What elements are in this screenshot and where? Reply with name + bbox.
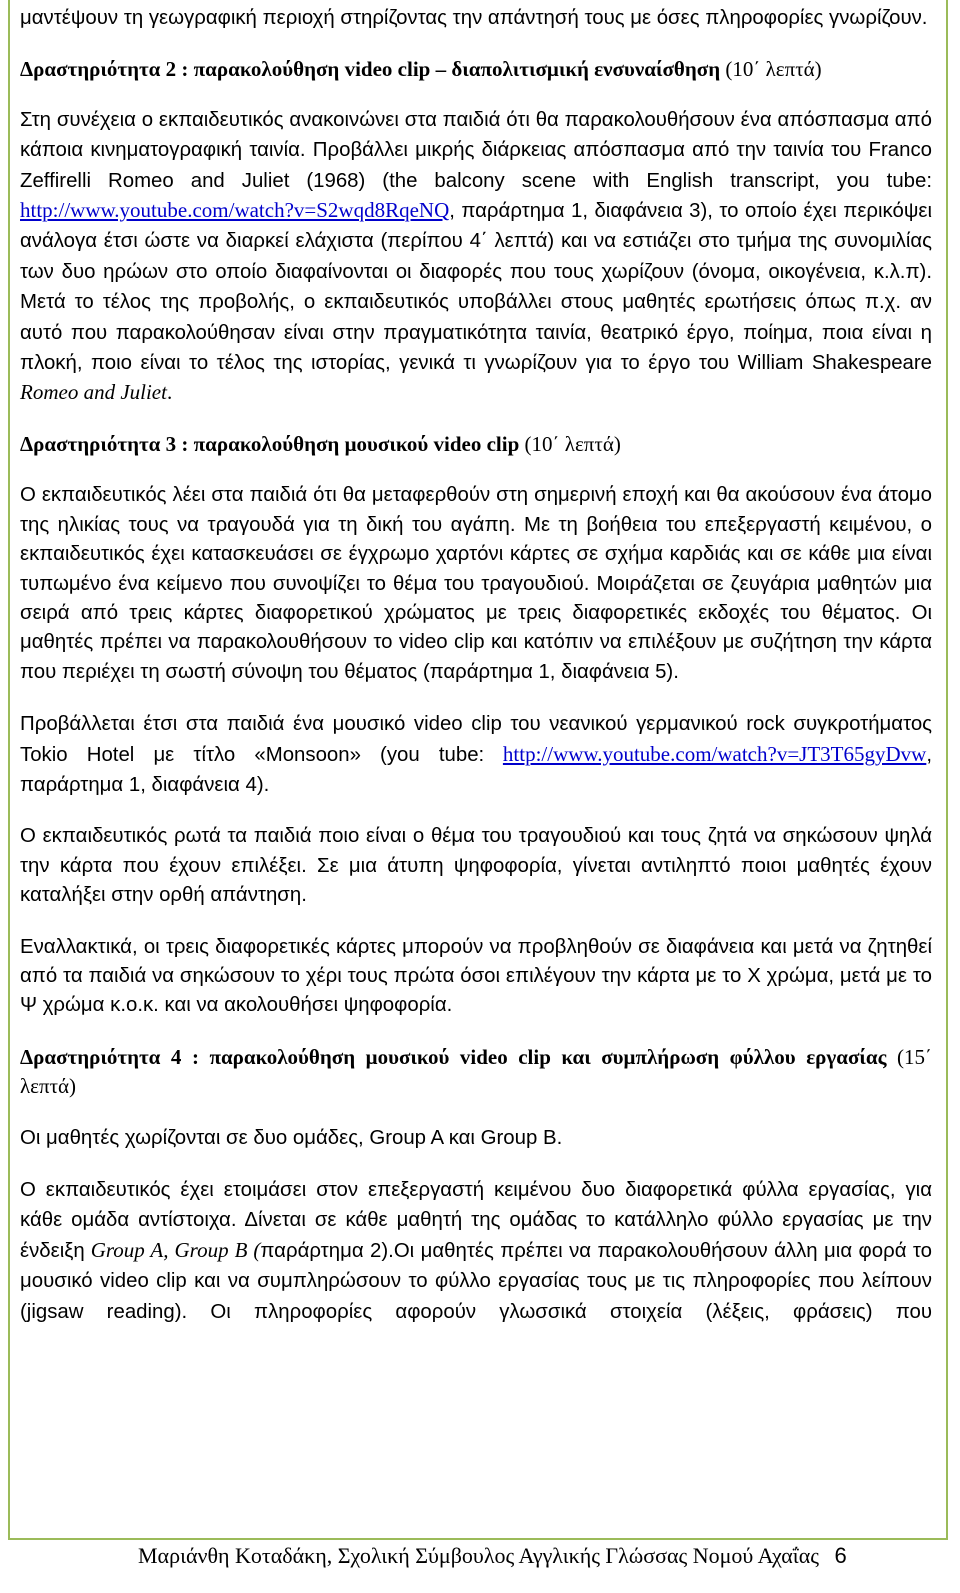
activity-2-paragraph [20,105,932,408]
page-number: 6 [834,1543,847,1568]
activity-4-paragraph-1: Οι μαθητές χωρίζονται σε δυο ομάδες, Group A και Group B. [20,1126,563,1149]
youtube-link-romeo-juliet[interactable]: http://www.youtube.com/watch?v=S2wqd8RqeNQ [20,198,450,223]
activity-4-heading [20,1043,932,1102]
romeo-juliet-title: Romeo and Juliet [20,380,167,405]
activity-4-text-b: παράρτημα 2).Οι μαθητές πρέπει να παρακολουθήσουν άλλη μια φορά το μουσικό video clip και να συμπληρώσουν το φύλλο εργασίας τους με τις πληροφορίες που λείπουν (jigsaw reading). Οι πληροφορίες αφορούν γλωσσικά στοιχεία (λέξεις, φράσεις) που [20,1239,933,1323]
document-body [20,4,932,1349]
activity-2-text-a: Στη συνέχεια ο εκπαιδευτικός ανακοινώνει στα παιδιά ότι θα παρακολουθήσουν ένα απόσπασμα από κάποια κινηματογραφική ταινία. Προβάλλει μικρής διάρκειας απόσπασμα από την ταινία του Franco Zeffirelli Romeo and Juliet (1968) (the balcony scene with English transcript, you tube: [20,108,932,192]
activity-2-duration: (10΄ λεπτά) [725,57,822,82]
activity-2-text-b: , παράρτημα 1, διαφάνεια 3), το οποίο έχει περικόψει ανάλογα έτσι ώστε να διαρκεί ελάχιστα (περίπου 4΄ λεπτά) και να εστιάζει στο τμήμα της συνομιλίας των δυο ηρώων στο οποίο διαφαίνονται οι διαφορές που τους χωρίζουν (όνομα, οικογένεια, κ.λ.π). Μετά το τέλος της προβολής, ο εκπαιδευτικός υποβάλλει στους μαθητές ερωτήσεις όπως π.χ. αν αυτό που παρακολούθησαν είναι στην πραγματικότητα ταινία, θεατρικό έργο, ποίημα, ποια είναι η πλοκή, ποιο είναι το τέλος της ιστορίας, γενικά τι γνωρίζουν για το έργο του William Shakespeare [20,200,932,375]
activity-4-title: Δραστηριότητα 4 : παρακολούθηση μουσικού video clip και συμπλήρωση φύλλου εργασίας [20,1044,887,1069]
activity-3-paragraph-2 [20,709,932,800]
intro-paragraph: μαντέψουν τη γεωγραφική περιοχή στηρίζοντας την απάντησή τους με όσες πληροφορίες γνωρίζουν. [20,7,928,29]
activity-2-heading [20,55,932,84]
activity-4-text-a: Ο εκπαιδευτικός έχει ετοιμάσει στον επεξεργαστή κειμένου δυο διαφορετικά φύλλα εργασίας, για κάθε ομάδα αντίστοιχα. Δίνεται σε κάθε μαθητή της ομάδας το κατάλληλο φύλλο εργασίας με την ένδειξη [20,1179,932,1262]
youtube-link-monsoon[interactable]: http://www.youtube.com/watch?v=JT3T65gyDvw [502,741,927,766]
footer-author: Μαριάνθη Κοταδάκη, Σχολική Σύμβουλος Αγγλικής Γλώσσας Νομού Αχαΐας [138,1543,819,1568]
activity-3-duration: (10΄ λεπτά) [524,431,621,456]
activity-3-text-a: Προβάλλεται έτσι στα παιδιά ένα μουσικό video clip του νεανικού γερμανικού rock συγκροτήματος Tokio Hotel με τίτλο «Monsoon» (you tube: [20,713,932,766]
activity-3-heading [20,430,932,459]
activity-3-text-b: , παράρτημα 1, διαφάνεια 4). [20,743,932,796]
activity-3-title: Δραστηριότητα 3 : παρακολούθηση μουσικού video clip [20,431,520,456]
group-labels: Group A, Group B ( [90,1237,261,1262]
activity-3-paragraph-4: Εναλλακτικά, οι τρεις διαφορετικές κάρτες μπορούν να προβληθούν σε διαφάνεια και μετά να ζητηθεί από τα παιδιά να σηκώσουν το χέρι τους πρώτα όσοι επιλέγουν την κάρτα με το Χ χρώμα, μετά με το Ψ χρώμα κ.ο.κ. και να ακολουθήσει ψηφοφορία. [20,935,932,1017]
activity-3-paragraph-1: Ο εκπαιδευτικός λέει στα παιδιά ότι θα μεταφερθούν στη σημερινή εποχή και θα ακούσουν ένα άτομο της ηλικίας τους να τραγουδά για τη δική του αγάπη. Με τη βοήθεια του επεξεργαστή κειμένου, ο εκπαιδευτικός έχει κατασκευάσει σε έγχρωμο χαρτόνι κάρτες σε σχήμα καρδιάς και σε κάθε μια είναι τυπωμένο ένα κείμενο που συνοψίζει το θέμα του τραγουδιού. Μοιράζεται σε ζευγάρια μαθητών μια σειρά από τρεις κάρτες διαφορετικού χρώματος με τρεις διαφορετικές εκδοχές του θέματος. Οι μαθητές πρέπει να παρακολουθήσουν το video clip και κατόπιν να επιλέξουν με συζήτηση την κάρτα που περιέχει τη σωστή σύνοψη του θέματος (παράρτημα 1, διαφάνεια 5). [20,484,932,683]
page-footer [138,1541,938,1571]
activity-2-title: Δραστηριότητα 2 : παρακολούθηση video clip – διαπολιτισμική ενσυναίσθηση [20,57,721,82]
activity-4-paragraph-2 [20,1175,932,1327]
activity-3-paragraph-3: Ο εκπαιδευτικός ρωτά τα παιδιά ποιο είναι ο θέμα του τραγουδιού και τους ζητά να σηκώσουν ψηλά την κάρτα που έχουν επιλέξει. Σε μια άτυπη ψηφοφορία, γίνεται αντιληπτό ποιοι μαθητές έχουν καταλήξει στην ορθή απάντηση. [20,825,932,907]
activity-2-period: . [166,380,173,405]
activity-4-duration: (15΄ λεπτά) [20,1044,933,1099]
